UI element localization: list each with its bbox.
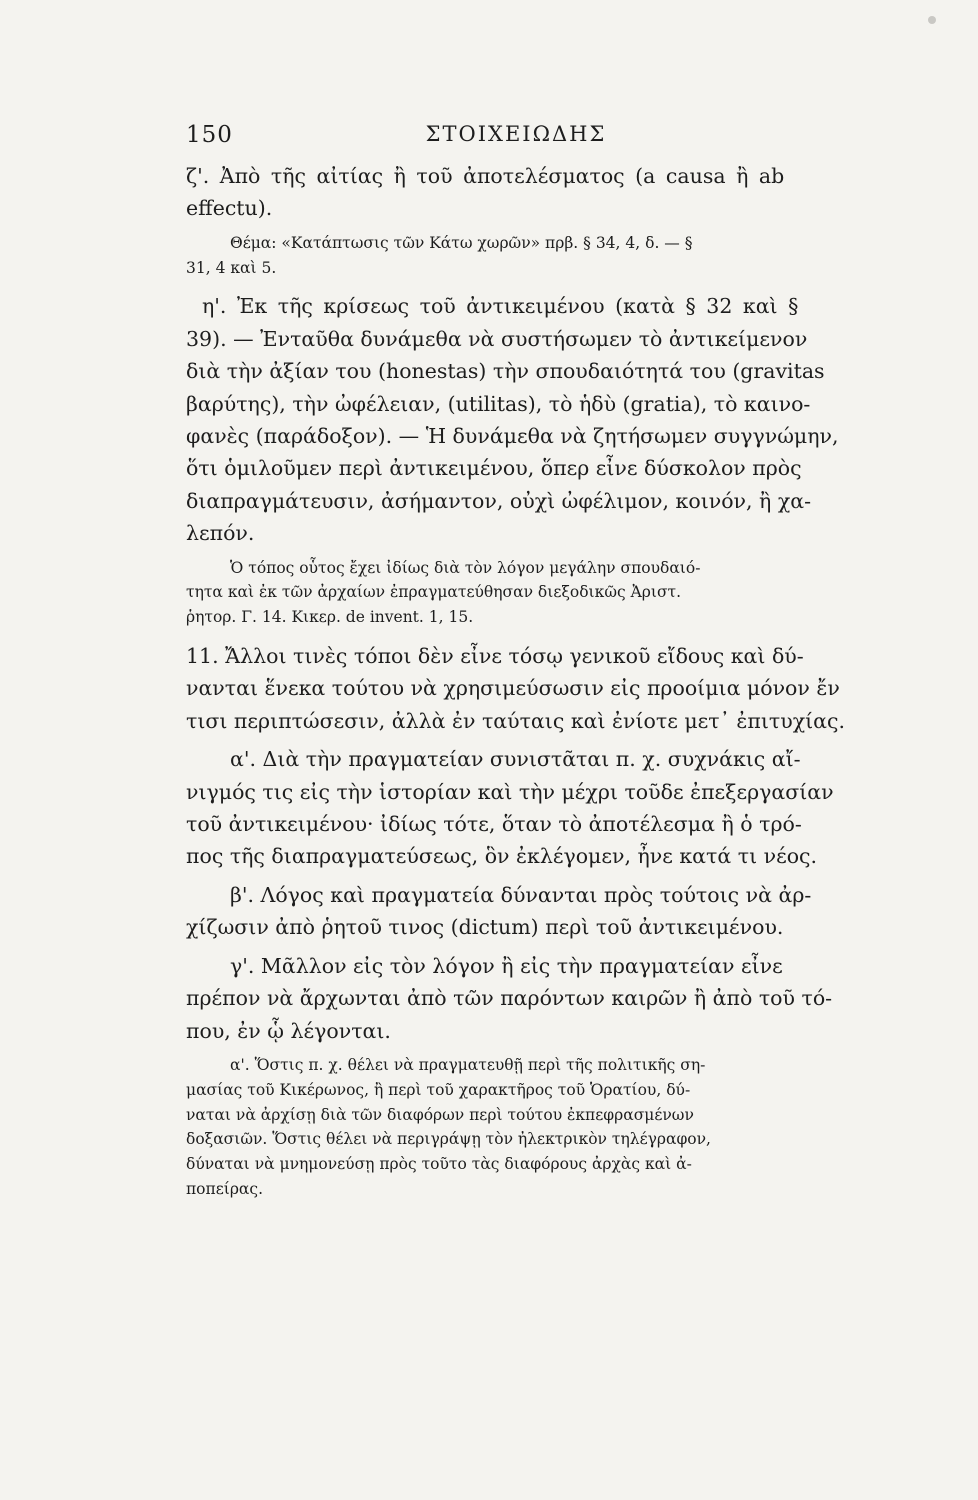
- text-line: τητα καὶ ἐκ τῶν ἀρχαίων ἐπραγματεύθησαν διεξοδικῶς Ἀριστ.: [186, 583, 682, 602]
- text-line: φανὲς (παράδοξον). — Ἡ δυνάμεθα νὰ ζητήσωμεν συγγνώμην,: [186, 424, 839, 449]
- text-line: δύναται νὰ μνημονεύσῃ πρὸς τοῦτο τὰς διαφόρους ἀρχὰς καὶ ἀ-: [186, 1155, 692, 1174]
- text-line: α'. Ὅστις π. χ. θέλει νὰ πραγματευθῇ περὶ τῆς πολιτικῆς ση-: [230, 1055, 706, 1074]
- paragraph-beta: [186, 879, 846, 944]
- text-line: μασίας τοῦ Κικέρωνος, ἢ περὶ τοῦ χαρακτῆρος τοῦ Ὁρατίου, δύ-: [186, 1080, 691, 1099]
- text-line: η'. Ἐκ τῆς κρίσεως τοῦ ἀντικειμένου (κατὰ § 32 καὶ §: [202, 294, 799, 319]
- text-line: διὰ τὴν ἀξίαν του (honestas) τὴν σπουδαιότητά του (gravitas: [186, 359, 825, 384]
- text-line: ὅτι ὁμιλοῦμεν περὶ ἀντικειμένου, ὅπερ εἶνε δύσκολον πρὸς: [186, 456, 802, 481]
- paragraph-alpha: [186, 743, 846, 873]
- text-line: ναται νὰ ἀρχίσῃ διὰ τῶν διαφόρων περὶ τούτου ἐκπεφρασμένων: [186, 1105, 694, 1124]
- text-line: τισι περιπτώσεσιν, ἀλλὰ ἐν ταύταις καὶ ἐνίοτε μετ᾽ ἐπιτυχίας.: [186, 708, 846, 733]
- note-theme: [186, 231, 846, 281]
- note-examples: [186, 1053, 846, 1202]
- text-line: νανται ἕνεκα τούτου νὰ χρησιμεύσωσιν εἰς προοίμια μόνον ἔν: [186, 676, 840, 701]
- note-topos: [186, 556, 846, 630]
- text-line: λεπόν.: [186, 521, 255, 546]
- text-line: γ'. Μᾶλλον εἰς τὸν λόγον ἢ εἰς τὴν πραγματείαν εἶνε: [230, 953, 783, 978]
- paper-speck: [928, 16, 936, 24]
- text-line: 39). — Ἐνταῦθα δυνάμεθα νὰ συστήσωμεν τὸ ἀντικείμενον: [186, 326, 808, 351]
- text-line: ῥητορ. Γ. 14. Κικερ. de invent. 1, 15.: [186, 608, 474, 627]
- text-line: νιγμός τις εἰς τὴν ἱστορίαν καὶ τὴν μέχρι τοῦδε ἐπεξεργασίαν: [186, 779, 834, 804]
- page-header: [186, 122, 846, 156]
- text-line: 11. Ἄλλοι τινὲς τόποι δὲν εἶνε τόσῳ γενικοῦ εἴδους καὶ δύ-: [186, 644, 804, 669]
- text-line: πος τῆς διαπραγματεύσεως, ὃν ἐκλέγομεν, ἦνε κατά τι νέος.: [186, 844, 818, 869]
- text-line: Ὁ τόπος οὗτος ἔχει ἰδίως διὰ τὸν λόγον μεγάλην σπουδαιό-: [230, 558, 701, 577]
- book-page: [186, 122, 846, 1202]
- text-line: ζ'. Ἀπὸ τῆς αἰτίας ἢ τοῦ ἀποτελέσματος (a causa ἢ ab: [186, 164, 785, 188]
- text-line: 31, 4 καὶ 5.: [186, 258, 277, 277]
- text-line: β'. Λόγος καὶ πραγματεία δύνανται πρὸς τούτοις νὰ ἀρ-: [230, 882, 812, 907]
- text-line: effectu).: [186, 196, 273, 221]
- paragraph-eta: [186, 290, 846, 549]
- text-line: ποπείρας.: [186, 1179, 264, 1198]
- text-line: Θέμα: «Κατάπτωσις τῶν Κάτω χωρῶν» πρβ. § 34, 4, δ. — §: [230, 233, 693, 252]
- section-11: [186, 640, 846, 737]
- text-line: δοξασιῶν. Ὅστις θέλει νὰ περιγράψῃ τὸν ἠλεκτρικὸν τηλέγραφον,: [186, 1130, 711, 1149]
- text-line: που, ἐν ᾧ λέγονται.: [186, 1018, 391, 1043]
- paragraph-zeta: [186, 160, 846, 225]
- running-title: ΣΤΟΙΧΕΙΩΔΗΣ: [425, 122, 607, 146]
- text-line: πρέπον νὰ ἄρχωνται ἀπὸ τῶν παρόντων καιρῶν ἢ ἀπὸ τοῦ τό-: [186, 986, 833, 1011]
- text-line: βαρύτης), τὴν ὠφέλειαν, (utilitas), τὸ ἡδὺ (gratia), τὸ καινο-: [186, 391, 811, 416]
- text-line: χίζωσιν ἀπὸ ῥητοῦ τινος (dictum) περὶ τοῦ ἀντικειμένου.: [186, 915, 784, 940]
- paragraph-gamma: [186, 950, 846, 1047]
- text-line: διαπραγμάτευσιν, ἀσήμαντον, οὐχὶ ὠφέλιμον, κοινόν, ἢ χα-: [186, 488, 812, 513]
- text-line: τοῦ ἀντικειμένου· ἰδίως τότε, ὅταν τὸ ἀποτέλεσμα ἢ ὁ τρό-: [186, 812, 802, 837]
- page-number: 150: [186, 122, 233, 148]
- text-line: α'. Διὰ τὴν πραγματείαν συνιστᾶται π. χ. συχνάκις αἴ-: [230, 747, 801, 772]
